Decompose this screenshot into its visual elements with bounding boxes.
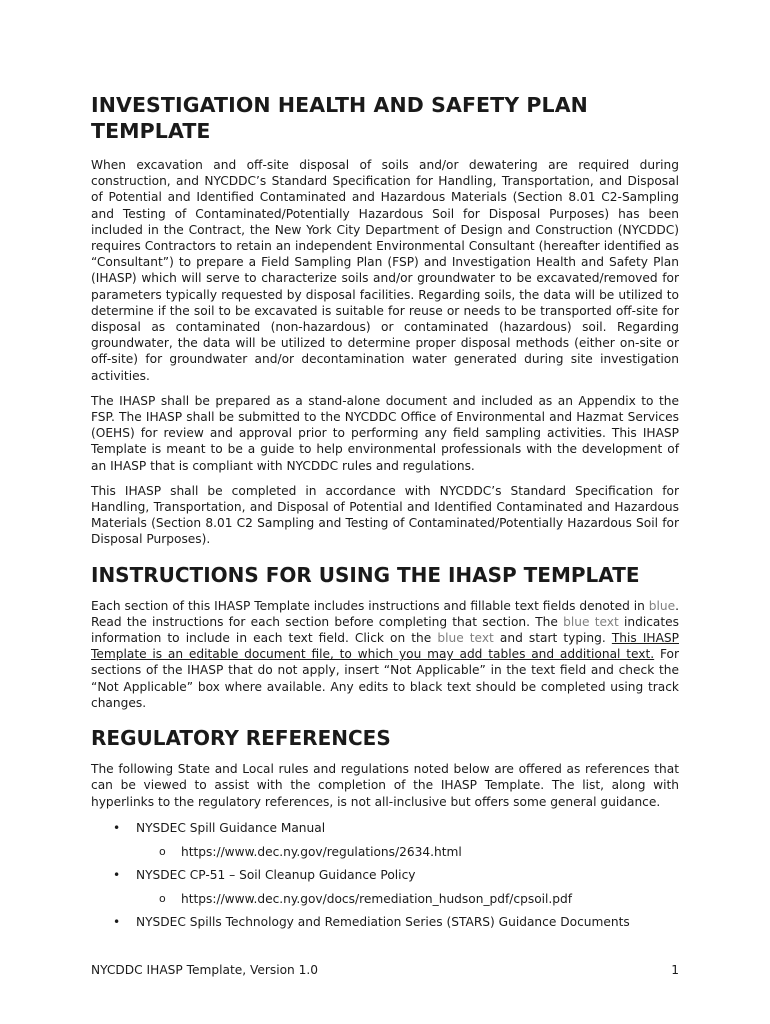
reference-sublist (136, 891, 679, 907)
intro-paragraph-1: When excavation and off-site disposal of soils and/or dewatering are required during construction, and NYCDDC’s Standard Specification for Handling, Transportation, and Disposal of Potential and Identified Contaminated and Hazardous Materials (Section 8.01 C2-Sampling and Testing of Contaminated/Potentially Hazardous Soil for Disposal Purposes) has been included in the Contract, the New York City Department of Design and Construction (NYCDDC) requires Contractors to retain an independent Environmental Consultant (hereafter identified as “Consultant”) to prepare a Field Sampling Plan (FSP) and Investigation Health and Safety Plan (IHASP) which will serve to characterize soils and/or groundwater to be excavated/removed for parameters typically requested by disposal facilities. Regarding soils, the data will be utilized to determine if the soil to be excavated is suitable for reuse or needs to be transported off-site for disposal as contaminated (non-hazardous) or contaminated (hazardous) soil. Regarding groundwater, the data will be utilized to determine proper disposal methods (either on-site or off-site) for groundwater and/or decontamination water generated during site investigation activities. (91, 158, 679, 383)
regulatory-heading: REGULATORY REFERENCES (91, 726, 391, 751)
reference-label: NYSDEC CP-51 – Soil Cleanup Guidance Policy (136, 867, 416, 882)
instructions-heading: INSTRUCTIONS FOR USING THE IHASP TEMPLATE (91, 562, 640, 587)
blue-text-sample-3[interactable]: blue text (437, 631, 494, 646)
instructions-text-2: . Read the instructions for each section before completing that section. The (91, 598, 679, 629)
footer-document-version: NYCDDC IHASP Template, Version 1.0 (91, 963, 319, 977)
sub-bullet-icon: o (159, 891, 166, 905)
page-number: 1 (671, 963, 679, 977)
reference-label: NYSDEC Spill Guidance Manual (136, 820, 326, 835)
blue-text-sample-1: blue (648, 598, 676, 613)
bullet-icon: • (113, 820, 121, 835)
reference-link[interactable]: https://www.dec.ny.gov/docs/remediation_hudson_pdf/cpsoil.pdf (181, 891, 573, 906)
bullet-icon: • (113, 867, 121, 882)
reference-sublist (136, 844, 679, 860)
instructions-text-4: and start typing. (493, 631, 612, 646)
intro-paragraph-3: This IHASP shall be completed in accordance with NYCDDC’s Standard Specification for Handling, Transportation, and Disposal of Potential and Identified Contaminated and Hazardous Materials (Section 8.01 C2 Sampling and Testing of Contaminated/Potentially Hazardous Soil for Disposal Purposes). (91, 483, 679, 547)
intro-paragraph-2: The IHASP shall be prepared as a stand-alone document and included as an Appendix to the FSP. The IHASP shall be submitted to the NYCDDC Office of Environmental and Hazmat Services (OEHS) for review and approval prior to performing any field sampling activities. This IHASP Template is meant to be a guide to help environmental professionals with the development of an IHASP that is compliant with NYCDDC rules and regulations. (91, 393, 679, 473)
page-footer (91, 962, 679, 978)
reference-item (91, 914, 679, 930)
reference-link-item (136, 891, 679, 907)
editable-note-underlined: This IHASP Template is an editable document file, to which you may add tables and additional text. (91, 631, 679, 662)
reference-link[interactable]: https://www.dec.ny.gov/regulations/2634.html (181, 844, 462, 859)
regulatory-intro: The following State and Local rules and regulations noted below are offered as references that can be viewed to assist with the completion of the IHASP Template. The list, along with hyperlinks to the regulatory references, is not all-inclusive but offers some general guidance. (91, 762, 679, 809)
reference-item (91, 820, 679, 860)
instructions-text-1: Each section of this IHASP Template includes instructions and fillable text fields denoted in (91, 598, 649, 613)
blue-text-sample-2: blue text (563, 614, 619, 629)
instructions-paragraph (91, 598, 679, 711)
page-content (91, 92, 679, 937)
instructions-text-3: indicates information to include in each text field. Click on the (91, 614, 679, 646)
regulatory-reference-list (91, 820, 679, 930)
reference-label: NYSDEC Spills Technology and Remediation Series (STARS) Guidance Documents (136, 914, 630, 929)
sub-bullet-icon: o (159, 844, 166, 858)
instructions-text-5: For sections of the IHASP that do not apply, insert “Not Applicable” in the text field and check the “Not Applicable” box where available. Any edits to black text should be completed using track changes. (91, 647, 679, 710)
bullet-icon: • (113, 914, 121, 929)
document-title: INVESTIGATION HEALTH AND SAFETY PLAN TEMPLATE (91, 93, 588, 143)
reference-link-item (136, 844, 679, 860)
reference-item (91, 867, 679, 907)
